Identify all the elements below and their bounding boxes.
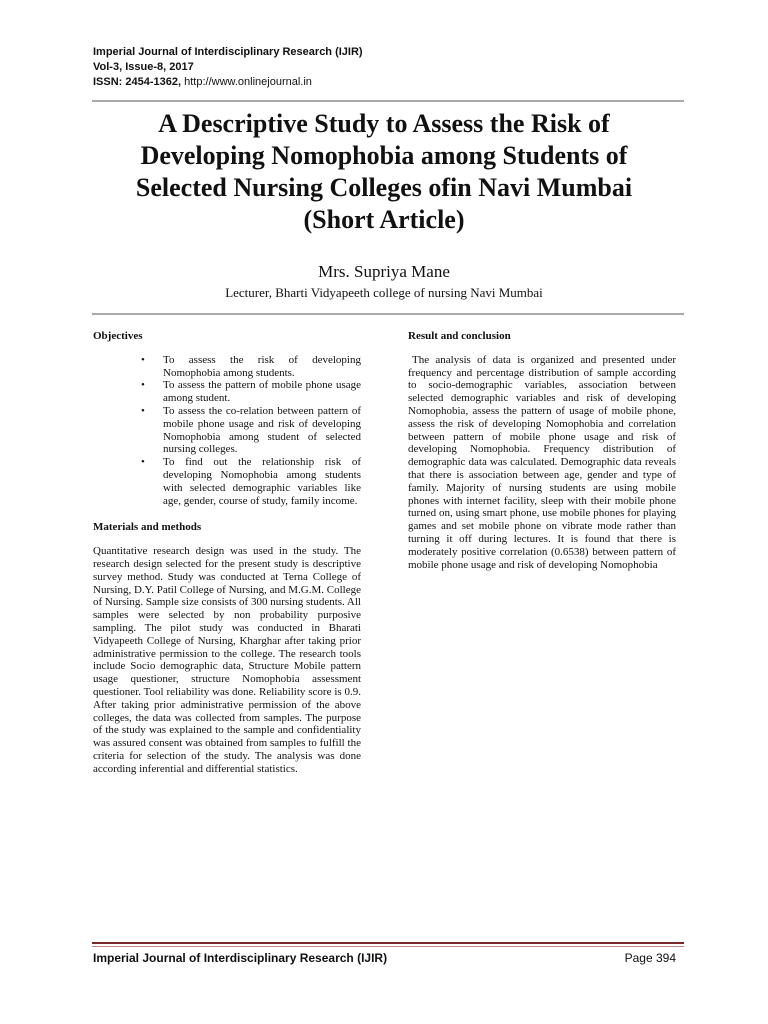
bullet-icon: •: [141, 379, 145, 392]
journal-url[interactable]: http://www.onlinejournal.in: [181, 76, 312, 88]
list-item: [141, 379, 361, 405]
objective-text: To find out the relationship risk of developing Nomophobia among students with selected demographic variables like age, gender, course of study, family income.: [163, 456, 361, 507]
bullet-icon: •: [141, 404, 145, 417]
article-title: [80, 108, 688, 236]
footer-journal-name: Imperial Journal of Interdisciplinary Research (IJIR): [93, 951, 388, 965]
objective-text: To assess the risk of developing Nomophobia among students.: [163, 353, 361, 379]
header-divider: [92, 100, 684, 102]
journal-issn: ISSN: 2454-1362,: [93, 76, 182, 88]
footer-divider-thin: [92, 946, 684, 947]
title-line-4: (Short Article): [303, 205, 465, 234]
body-divider: [92, 313, 684, 315]
title-line-2: Developing Nomophobia among Students of: [140, 141, 628, 170]
author-name: Mrs. Supriya Mane: [318, 262, 450, 281]
list-item: [141, 404, 361, 456]
bullet-icon: •: [141, 353, 145, 366]
title-line-3: Selected Nursing Colleges ofin Navi Mumbai: [135, 173, 633, 202]
objectives-heading: Objectives: [93, 330, 143, 342]
list-item: [141, 456, 361, 507]
methods-paragraph: Quantitative research design was used in the study. The research design selected for the present study is descriptive survey method. Study was conducted at Terna College of Nursing, D.Y. Patil College of Nursing, and M.G.M. College of Nursing. Sample size consists of 300 nursing students. All samples were selected by non probability purposive sampling. The pilot study was conducted in Bharati Vidyapeeth College of Nursing, Kharghar after taking prior administrative permission to the college. The research tools include Socio demographic data, Structure Mobile pattern usage questioner, structure Nomophobia assessment questioner. Tool reliability was done. Reliability score is 0.9. After taking prior administrative permission of the above colleges, the data was collected from samples. The purpose of the study was explained to the sample and confidentiality was assured consent was obtained from samples to fulfill the criteria for selection of the study. The analysis was done according inferential and differential statistics.: [93, 545, 361, 775]
right-column: [408, 330, 676, 571]
objective-text: To assess the co-relation between pattern of mobile phone usage and risk of developing Nomophobia among student of selected nursing colleges.: [163, 404, 361, 456]
results-paragraph: The analysis of data is organized and presented under frequency and percentage distribution of sample according to socio-demographic variables, association between selected demographic variables and risk of developing Nomophobia, assess the pattern of usage of mobile phone, assess the risk of developing Nomophobia and correlation between pattern of mobile phone usage and risk of developing Nomophobia. Frequency distribution of demographic data was calculated. Demographic data reveals that there is association between age, gender and type of family. Majority of nursing students are using mobile phones with internet facility, sleep with their mobile phone turned on, using smart phone, use mobile phones for playing games and set mobile phone on vibrate mode rather than turning it off during lectures. It is found that there is moderately positive correlation (0.6538) between pattern of mobile phone usage and risk of developing Nomophobia: [408, 353, 676, 571]
list-item: [141, 353, 361, 380]
bullet-icon: •: [141, 456, 145, 469]
journal-name: Imperial Journal of Interdisciplinary Research (IJIR): [93, 46, 363, 58]
results-heading: Result and conclusion: [408, 330, 511, 342]
journal-header: [93, 45, 693, 90]
journal-issn-line: [93, 75, 693, 90]
footer-divider: [92, 942, 684, 944]
objectives-list: [93, 354, 361, 508]
page-number: Page 394: [624, 951, 676, 965]
title-line-1: A Descriptive Study to Assess the Risk of: [158, 109, 610, 138]
author-affiliation: Lecturer, Bharti Vidyapeeth college of nursing Navi Mumbai: [225, 285, 543, 300]
objective-text: To assess the pattern of mobile phone usage among student.: [163, 379, 361, 405]
left-column: [93, 330, 361, 776]
journal-volume: Vol-3, Issue-8, 2017: [93, 61, 194, 73]
methods-heading: Materials and methods: [93, 521, 202, 534]
page-footer: [93, 951, 676, 965]
